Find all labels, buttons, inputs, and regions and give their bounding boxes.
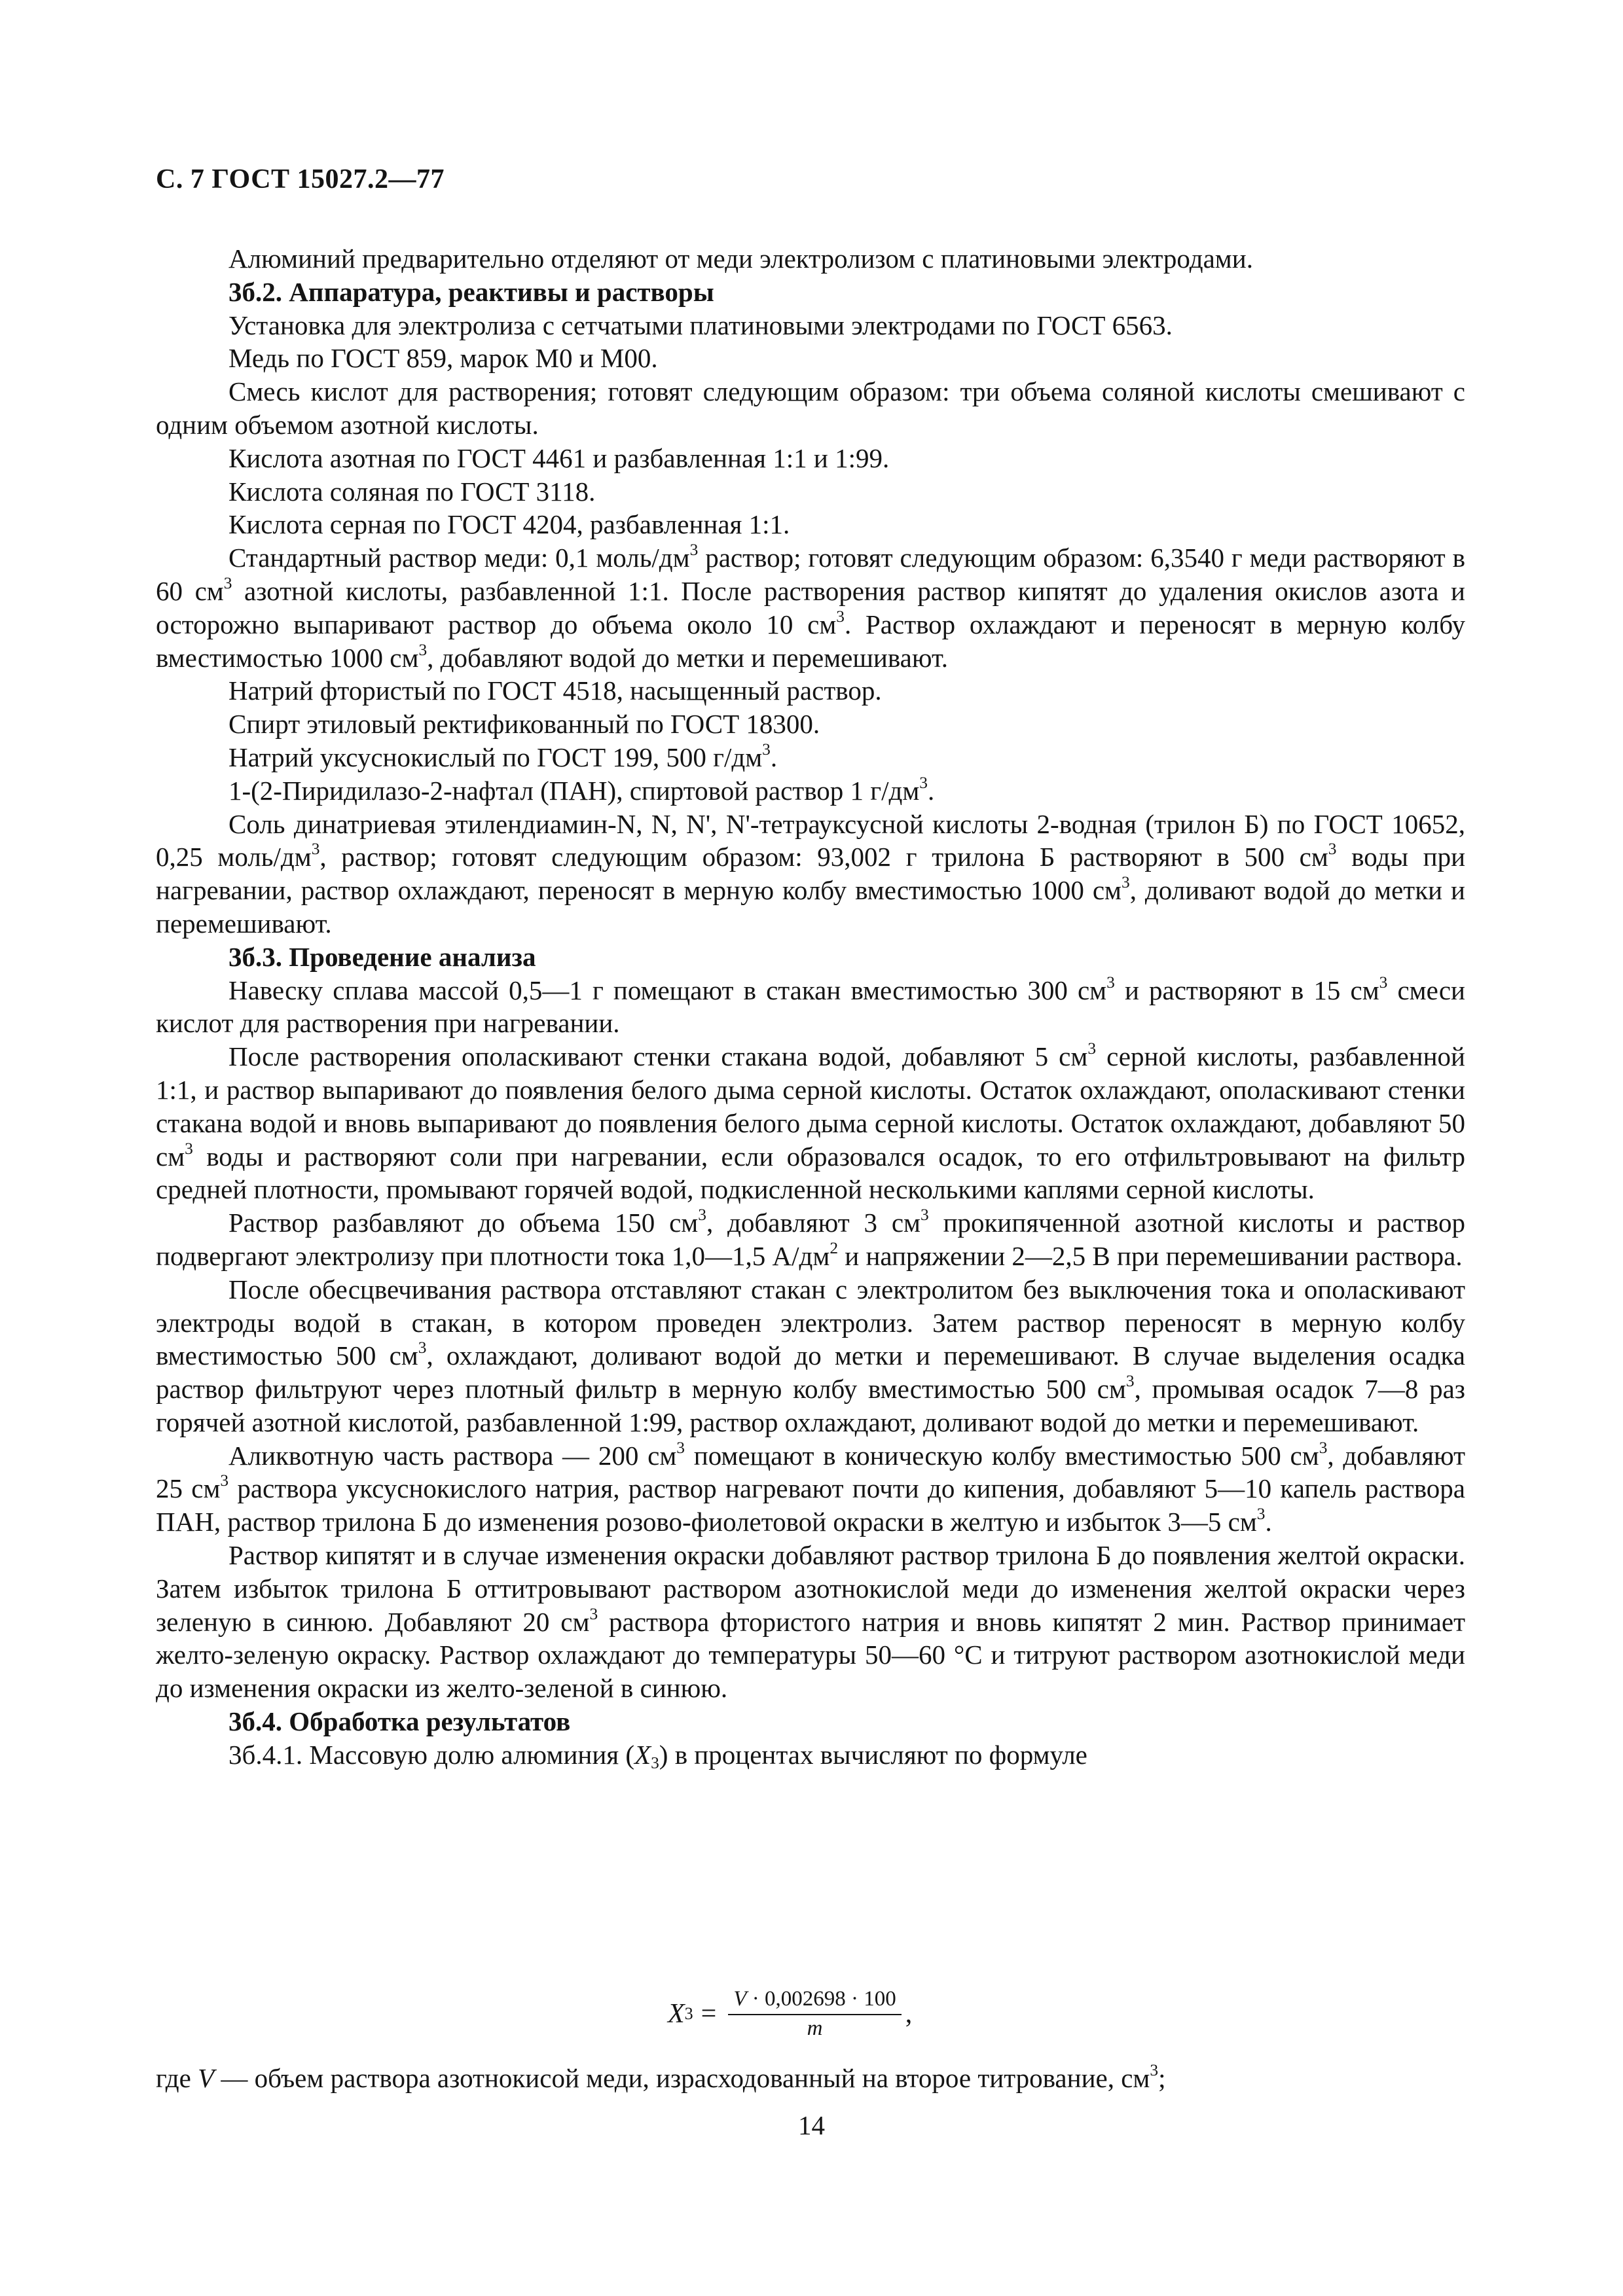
formula-fraction	[728, 1987, 901, 2041]
page-number: 14	[798, 2110, 825, 2140]
paragraph: Установка для электролиза с сетчатыми платиновыми электродами по ГОСТ 6563.	[228, 310, 1173, 340]
body-text	[156, 242, 1465, 1772]
section-heading: 3б.2. Аппаратура, реактивы и растворы	[228, 276, 714, 307]
paragraph: Спирт этиловый ректификованный по ГОСТ 18300.	[228, 709, 820, 740]
paragraph: Раствор кипятят и в случае изменения окраски добавляют раствор трилона Б до появления желтой окраски. Затем избыток трилона Б оттитровывают раствором азотнокислой меди до изменения желтой окраски через зеленую в синюю. Добавляют 20 $см^3$ раствора фтористого натрия и вновь кипятят 2 мин. Раствор принимает желто-зеленую окраску. Раствор охлаждают до температуры 50—60 °С и титруют раствором азотнокислой меди до изменения окраски из желто-зеленой в синюю.	[156, 1540, 1465, 1704]
paragraph: Соль динатриевая этилендиамин-N, N, N', N'-тетрауксусной кислоты 2-водная (трилон Б) по ГОСТ 10652, 0,25 моль/$дм^3$, раствор; готовят следующим образом: 93,002 г трилона Б растворяют в 500 $см^3$ воды при нагревании, раствор охлаждают, переносят в мерную колбу вместимостью 1000 $см^3$, доливают водой до метки и перемешивают.	[156, 808, 1466, 939]
formula-numerator: V · 0,002698 · 100	[728, 1987, 901, 2015]
formula-trailing-comma: ,	[905, 1999, 913, 2029]
formula-equals: =	[701, 1999, 717, 2029]
paragraph: Алюминий предварительно отделяют от меди электролизом с платиновыми электродами.	[228, 243, 1253, 274]
paragraph: Кислота серная по ГОСТ 4204, разбавленная 1:1.	[228, 509, 790, 540]
paragraph: Аликвотную часть раствора — 200 $см^3$ помещают в коническую колбу вместимостью 500 $см^3$, добавляют 25 $см^3$ раствора уксуснокислого натрия, раствор нагревают почти до кипения, добавляют 5—10 капель раствора ПАН, раствор трилона Б до изменения розово-фиолетовой окраски в желтую и избыток 3—5 $см^3$.	[156, 1438, 1465, 1537]
paragraph: Медь по ГОСТ 859, марок М0 и М00.	[228, 343, 658, 374]
paragraph: Смесь кислот для растворения; готовят следующим образом: три объема соляной кислоты смешивают с одним объемом азотной кислоты.	[156, 376, 1465, 440]
paragraph: После обесцвечивания раствора отставляют стакан с электролитом без выключения тока и ополаскивают электроды водой в стакан, в котором проведен электролиз. Затем раствор переносят в мерную колбу вместимостью 500 $см^3$, охлаждают, доливают водой до метки и перемешивают. В случае выделения осадка раствор фильтруют через плотный фильтр в мерную колбу вместимостью 500 $см^3$, промывая осадок 7—8 раз горячей азотной кислотой, разбавленной 1:99, раствор охлаждают, доливают водой до метки и перемешивают.	[156, 1274, 1466, 1437]
running-header: С. 7 ГОСТ 15027.2—77	[156, 164, 445, 194]
paragraph: Стандартный раствор меди: 0,1 моль/$дм^3$ раствор; готовят следующим образом: 6,3540 г меди растворяют в 60 $см^3$ азотной кислоты, разбавленной 1:1. После растворения раствор кипятят до удаления окислов азота и осторожно выпаривают раствор до объема около 10 $см^3$. Раствор охлаждают и переносят в мерную колбу вместимостью 1000 $см^3$, добавляют водой до метки и перемешивают.	[156, 541, 1465, 673]
formula-denominator: m	[807, 2017, 823, 2040]
paragraph: Навеску сплава массой 0,5—1 г помещают в стакан вместимостью 300 $см^3$ и растворяют в 15 $см^3$ смеси кислот для растворения при нагревании.	[156, 973, 1465, 1039]
section-heading: 3б.4. Обработка результатов	[228, 1706, 571, 1737]
where-line: где V — объем раствора азотнокисой меди, израсходованный на второе титрование, $см^3$;	[156, 2061, 1166, 2093]
paragraph: Натрий фтористый по ГОСТ 4518, насыщенный раствор.	[228, 675, 882, 706]
paragraph: Кислота азотная по ГОСТ 4461 и разбавленная 1:1 и 1:99.	[228, 442, 890, 473]
paragraph: После растворения ополаскивают стенки стакана водой, добавляют 5 $см^3$ серной кислоты, разбавленной 1:1, и раствор выпаривают до появления белого дыма серной кислоты. Остаток охлаждают, ополаскивают стенки стакана водой и вновь выпаривают до появления белого дыма серной кислоты. Остаток охлаждают, добавляют 50 $см^3$ воды и растворяют соли при нагревании, если образовался осадок, то его отфильтровывают на фильтр средней плотности, промывают горячей водой, подкисленной несколькими каплями серной кислоты.	[156, 1039, 1465, 1205]
paragraph: 1-(2-Пиридилазо-2-нафтал (ПАН), спиртовой раствор 1 $г/дм^3$.	[228, 773, 935, 806]
paragraph: Натрий уксуснокислый по ГОСТ 199, 500 $г/дм^3$.	[228, 740, 778, 772]
paragraph: Раствор разбавляют до объема 150 $см^3$, добавляют 3 $см^3$ прокипяченной азотной кислоты и раствор подвергают электролизу при плотности тока 1,0—1,5 $А/дм^2$ и напряжении 2—2,5 В при перемешивании раствора.	[156, 1206, 1465, 1271]
paragraph: 3б.4.1. Массовую долю алюминия $(X_3)$ в процентах вычисляют по формуле	[228, 1739, 1087, 1772]
paragraph: Кислота соляная по ГОСТ 3118.	[228, 476, 596, 507]
formula: X 3 = $\frac{V \cdot 0,002698 \cdot 100}{m}$ ,	[668, 1987, 913, 2040]
formula-lhs: X	[668, 1999, 685, 2029]
section-heading: 3б.3. Проведение анализа	[228, 941, 536, 972]
